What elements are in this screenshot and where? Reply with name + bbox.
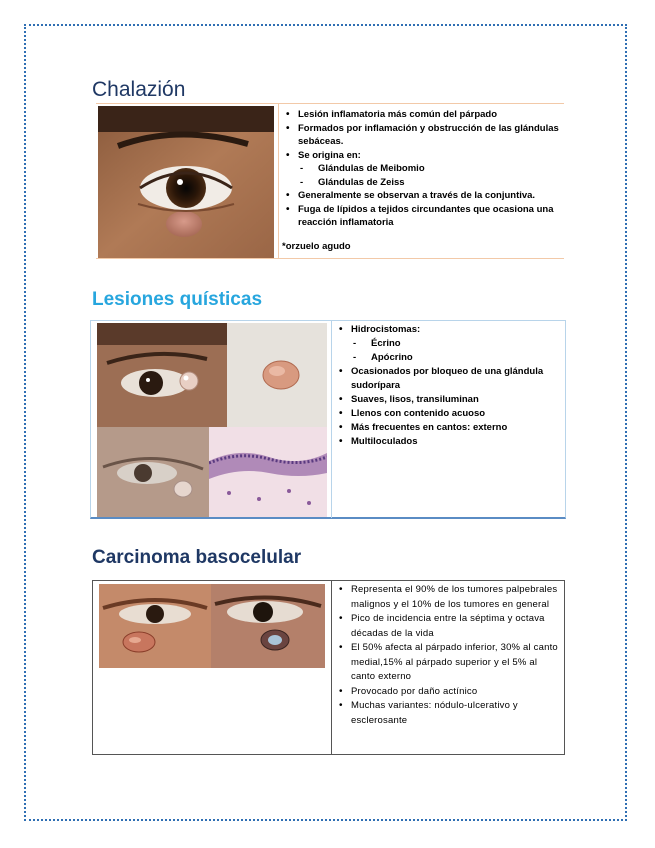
photo-hidrocistoma-eyelid bbox=[97, 427, 209, 517]
list-item: • Suaves, lisos, transiluminan bbox=[337, 393, 561, 407]
list-item: • Fuga de lípidos a tejidos circundantes que ocasiona una reacción inflamatoria bbox=[284, 203, 560, 230]
photo-carcinoma-ulcer bbox=[211, 584, 325, 668]
column-divider bbox=[278, 104, 279, 258]
sub-list-item: - Écrino bbox=[337, 337, 561, 351]
list-item: • El 50% afecta al párpado inferior, 30% al canto medial,15% al párpado superior y el 5% al canto externo bbox=[337, 641, 559, 685]
sub-list-item: - Glándulas de Zeiss bbox=[284, 176, 560, 190]
list-item: • Llenos con contenido acuoso bbox=[337, 407, 561, 421]
section-title-carcinoma-basocelular: Carcinoma basocelular bbox=[92, 547, 302, 568]
photo-chalazion bbox=[98, 106, 274, 258]
bullet-list-lesiones-quisticas bbox=[337, 323, 561, 449]
section-title-chalazion: Chalazión bbox=[92, 78, 186, 101]
list-item: • Representa el 90% de los tumores palpebrales malignos y el 10% de los tumores en general bbox=[337, 583, 559, 612]
photo-histology bbox=[209, 427, 327, 517]
section-lesiones-quisticas bbox=[90, 320, 566, 519]
list-item: • Formados por inflamación y obstrucción de las glándulas sebáceas. bbox=[284, 122, 560, 149]
list-item: • Muchas variantes: nódulo-ulcerativo y esclerosante bbox=[337, 699, 559, 728]
photo-carcinoma-lower-lid bbox=[99, 584, 211, 668]
photo-hidrocistoma-face bbox=[97, 323, 227, 427]
list-item: • Pico de incidencia entre la séptima y octava décadas de la vida bbox=[337, 612, 559, 641]
list-item: • Provocado por daño actínico bbox=[337, 685, 559, 700]
photo-cyst-specimen bbox=[227, 323, 327, 427]
section-chalazion bbox=[96, 103, 564, 259]
list-item: • Lesión inflamatoria más común del párpado bbox=[284, 108, 560, 122]
list-item: • Más frecuentes en cantos: externo bbox=[337, 421, 561, 435]
bullet-list-carcinoma-basocelular bbox=[337, 583, 559, 728]
sub-list-item: - Glándulas de Meibomio bbox=[284, 162, 560, 176]
list-item: • Generalmente se observan a través de la conjuntiva. bbox=[284, 189, 560, 203]
sub-list-item: - Apócrino bbox=[337, 351, 561, 365]
column-divider bbox=[331, 581, 332, 754]
note-orzuelo: *orzuelo agudo bbox=[282, 241, 351, 252]
list-item: • Se origina en: bbox=[284, 149, 560, 163]
section-carcinoma-basocelular bbox=[92, 580, 565, 755]
bullet-list-chalazion bbox=[284, 108, 560, 230]
list-item: • Hidrocistomas: bbox=[337, 323, 561, 337]
column-divider bbox=[331, 321, 332, 518]
list-item: • Ocasionados por bloqueo de una glándula sudorípara bbox=[337, 365, 561, 393]
section-title-lesiones-quisticas: Lesiones quísticas bbox=[92, 289, 263, 310]
list-item: • Multiloculados bbox=[337, 435, 561, 449]
